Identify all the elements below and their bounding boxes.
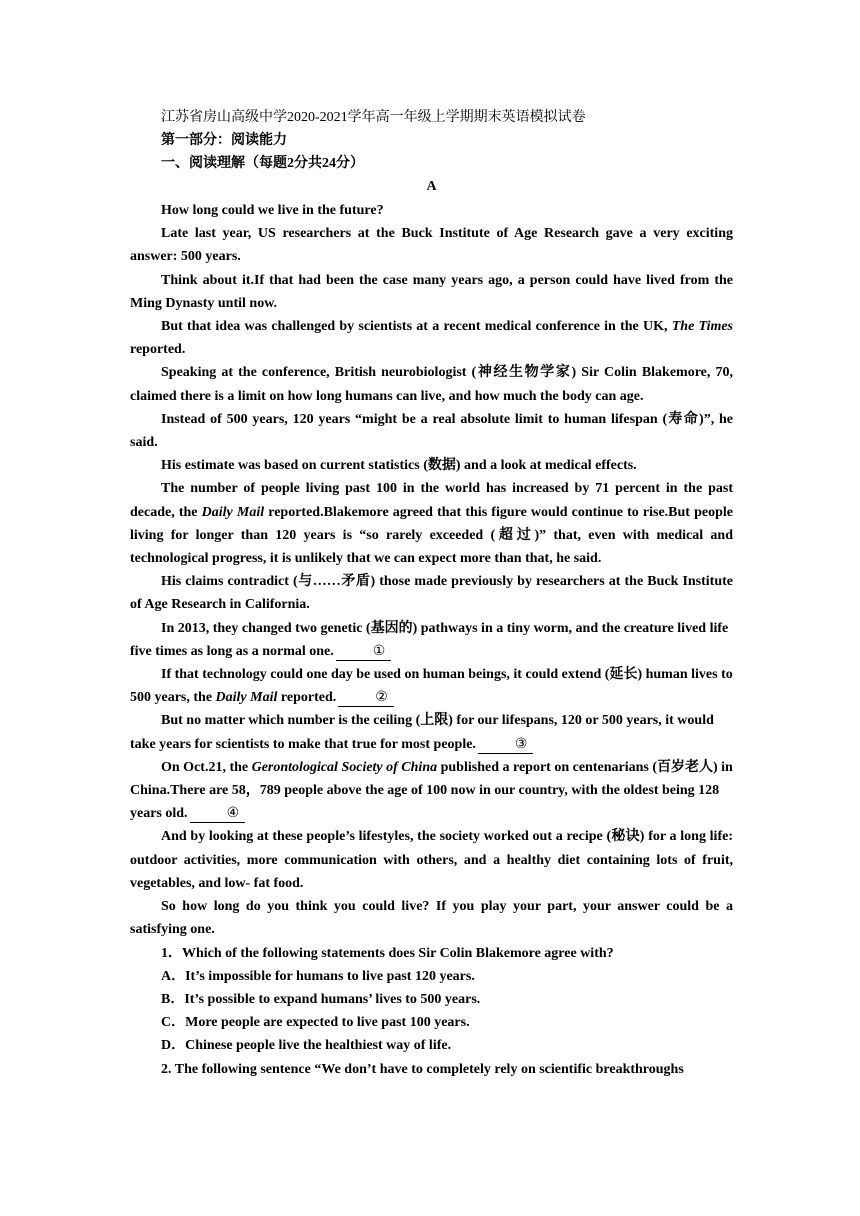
answer-blank-4[interactable]: ④	[190, 806, 246, 823]
text-run: On Oct.21, the	[161, 759, 252, 775]
passage-paragraph	[130, 477, 733, 570]
passage-paragraph	[130, 756, 733, 826]
answer-blank-2[interactable]: ②	[338, 690, 394, 707]
passage-paragraph: His estimate was based on current statistics (数据) and a look at medical effects.	[161, 458, 637, 474]
answer-blank-1[interactable]: ①	[336, 644, 392, 661]
passage-paragraph: So how long do you think you could live? If you play your part, your answer could be a satisfying one.	[130, 899, 733, 938]
passage-paragraph: Think about it.If that had been the case many years ago, a person could have lived from the Ming Dynasty until now.	[130, 272, 733, 311]
section-heading: 一、阅读理解（每题2分共24分）	[161, 156, 364, 171]
newspaper-name: The Times	[671, 319, 734, 335]
question-1: 1．Which of the following statements does Sir Colin Blakemore agree with?	[161, 945, 614, 961]
text-run: But no matter which number is the ceiling (上限) for our lifespans, 120 or 500 years, it would take years for scientists to make that true for most people.	[130, 713, 714, 752]
passage-paragraph: Speaking at the conference, British neurobiologist (神经生物学家) Sir Colin Blakemore, 70, claimed there is a limit on how long humans can live, and how much the body can age.	[130, 365, 733, 404]
answer-blank-3[interactable]: ③	[478, 737, 534, 754]
text-run: If that technology could one day be used on human beings, it could extend (延长) human lives to 500 years, the	[130, 667, 733, 706]
text-run: reported.Blakemore agreed that this figure would continue to rise.But people living for longer than 120 years is “so rarely exceeded (超过)” that, even with medical and technological progress, it is unlikely that we can expect more than that, he said.	[130, 504, 733, 567]
passage-paragraph: Late last year, US researchers at the Buck Institute of Age Research gave a very exciting answer: 500 years.	[130, 226, 733, 265]
passage-paragraph	[130, 315, 733, 361]
question-2: 2. The following sentence “We don’t have to completely rely on scientific breakthroughs	[161, 1061, 684, 1077]
passage-paragraph: How long could we live in the future?	[161, 203, 384, 218]
text-run: The number of people living past 100 in the world has increased by 71 percent in the past decade, the	[130, 481, 733, 520]
part-heading: 第一部分：阅读能力	[161, 133, 287, 148]
question-1-option-a[interactable]: A．It’s impossible for humans to live past 120 years.	[161, 968, 475, 984]
newspaper-name: Daily Mail	[201, 504, 265, 520]
exam-title: 江苏省房山高级中学2020-2021学年高一年级上学期期末英语模拟试卷	[161, 110, 586, 125]
passage-paragraph	[130, 663, 733, 709]
passage-paragraph: Instead of 500 years, 120 years “might be a real absolute limit to human lifespan (寿命)”, he said.	[130, 411, 733, 451]
text-run: reported.	[130, 342, 186, 358]
passage-paragraph: His claims contradict (与……矛盾) those made previously by researchers at the Buck Institute of Age Research in California.	[130, 574, 733, 613]
text-run: reported.	[277, 690, 337, 706]
newspaper-name: Daily Mail	[215, 690, 278, 706]
passage-paragraph	[130, 617, 733, 663]
text-run: In 2013, they changed two genetic (基因的) pathways in a tiny worm, and the creature lived life five times as long as a normal one.	[130, 620, 729, 659]
passage-paragraph: And by looking at these people’s lifestyles, the society worked out a recipe (秘诀) for a long life: outdoor activities, more communication with others, and a healthy diet containing lots of fruit, vegetables, and low- fat food.	[130, 829, 733, 891]
passage-label: A	[426, 179, 437, 194]
question-1-option-c[interactable]: C．More people are expected to live past 100 years.	[161, 1015, 470, 1031]
organization-name: Gerontological Society of China	[251, 759, 438, 775]
text-run: published a report on centenarians (百岁老人) in China.There are 58，789 people above the age of 100 now in our country, with the oldest being 128 years old.	[130, 759, 733, 822]
question-1-option-b[interactable]: B．It’s possible to expand humans’ lives to 500 years.	[161, 991, 481, 1007]
question-1-option-d[interactable]: D．Chinese people live the healthiest way of life.	[161, 1038, 452, 1054]
passage-paragraph	[130, 709, 733, 755]
text-run: But that idea was challenged by scientists at a recent medical conference in the UK,	[161, 319, 672, 335]
